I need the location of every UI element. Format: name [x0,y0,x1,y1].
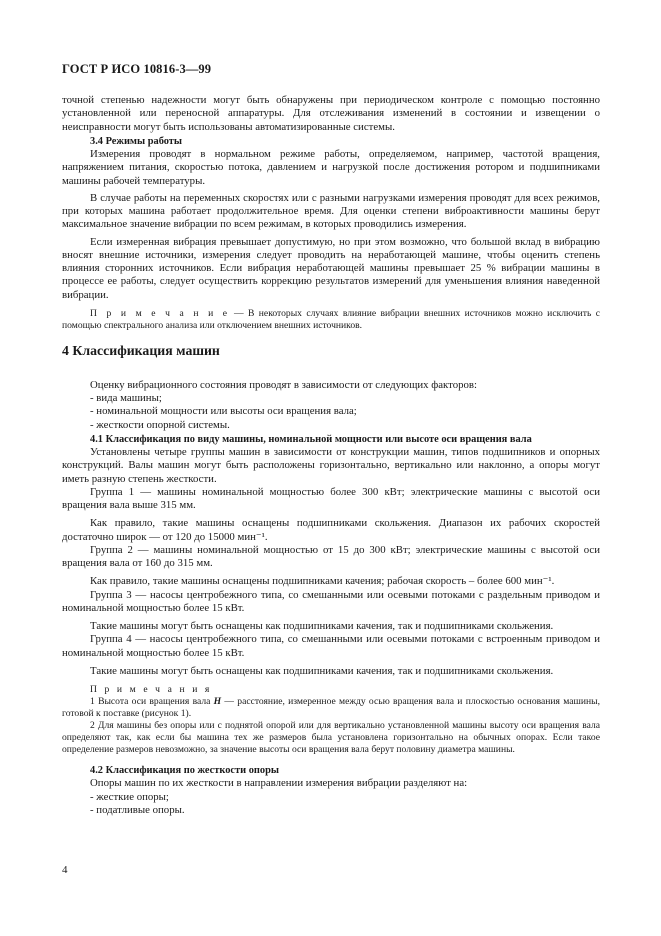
group-2-bearings-paragraph: Как правило, такие машины оснащены подшипниками качения; рабочая скорость – более 600 мин⁻¹. [90,575,555,588]
page-number: 4 [62,864,68,876]
note-1-text-a: 1 Высота оси вращения вала [90,696,214,707]
section-4-1-paragraph-1: Установлены четыре группы машин в зависимости от конструкции машин, типов подшипников и опорных конструкций. Валы машин могут быть расположены горизонтально, вертикально или наклонно, а опоры могут иметь разную степень жесткости. [62,446,600,485]
factor-list-item: - номинальной мощности или высоты оси вращения вала; [90,405,357,418]
note-label: П р и м е ч а н и е [90,307,230,319]
note-text: — В некоторых случаях влияние вибрации внешних источников можно исключить с помощью спектрального анализа или отключением внешних источников. [62,307,600,331]
notes-label: П р и м е ч а н и я [90,684,212,695]
note-1-variable: H [213,696,222,707]
section-4-1-title: 4.1 Классификация по виду машины, номинальной мощности или высоте оси вращения вала [90,433,532,445]
section-4-intro: Оценку вибрационного состояния проводят в зависимости от следующих факторов: [90,378,478,391]
note-2: 2 Для машины без опоры или с поднятой опорой или для вертикально установленной машины высоту оси вращения вала определяют так, как если бы машина тех же размеров была установлена горизонтально на обычных опорах. Если такое определение размеров невозможно, за значение высоты оси вращения вала берут половину диаметра машины. [62,720,600,755]
group-1-paragraph: Группа 1 — машины номинальной мощностью более 300 кВт; электрические машины с высотой оси вращения вала выше 315 мм. [62,485,600,511]
section-3-4-paragraph-1: Измерения проводят в нормальном режиме работы, определяемом, например, частотой вращения, напряжением питания, скоростью потока, давлением и нагрузкой после достижения ротором и подшипниками машины рабочей температуры. [62,148,600,187]
section-3-4-note [62,308,600,332]
page-content [62,94,600,817]
section-3-4-title: 3.4 Режимы работы [90,135,183,147]
section-3-4-paragraph-2: В случае работы на переменных скоростях или с разными нагрузками измерения проводят для всех режимов, при которых машина работает продолжительное время. Для оценки степени виброактивности машины берут максимальное значение вибрации по всем режимам, в которых проводились измерения. [62,191,600,231]
support-list-item: - жесткие опоры; [90,790,169,803]
factor-list-item: - вида машины; [90,392,162,404]
section-4-2-paragraph-1: Опоры машин по их жесткости в направлении измерения вибрации разделяют на: [90,777,468,790]
note-1-text-b: — расстояние, измеренное между осью вращения вала и плоскостью основания машины, готовой к поставке (рисунок 1). [62,696,600,719]
section-3-4-paragraph-3: Если измеренная вибрация превышает допустимую, но при этом возможно, что большой вклад в вибрацию вносят внешние источники, измерения следует проводить на неработающей машине, чтобы оценить степень влияния сторонних источников. Если вибрация неработающей машины превышает 25 % вибрации машины в процессе ее работы, следует осуществить коррекцию результатов измерений для уменьшения влияния наведенной вибрации. [62,235,600,301]
group-3-bearings-paragraph: Такие машины могут быть оснащены как подшипниками качения, так и подшипниками скольжения. [90,620,554,632]
group-1-bearings-paragraph: Как правило, такие машины оснащены подшипниками скольжения. Диапазон их рабочих скоростей достаточно широк — от 120 до 15000 мин⁻¹. [62,517,600,543]
document-header: ГОСТ Р ИСО 10816-3—99 [62,62,212,76]
note-1 [62,696,600,720]
section-4-title: 4 Классификация машин [62,342,220,358]
intro-paragraph: точной степенью надежности могут быть обнаружены при периодическом контроле с помощью постоянно установленной или переносной аппаратуры. Для отслеживания изменений в состоянии и извещении о неисправности могут быть использованы автоматизированные системы. [62,94,600,133]
group-2-paragraph: Группа 2 — машины номинальной мощностью от 15 до 300 кВт; электрические машины с высотой оси вращения вала от 160 до 315 мм. [62,543,600,569]
support-list-item: - податливые опоры. [90,803,185,816]
group-4-bearings-paragraph: Такие машины могут быть оснащены как подшипниками качения, так и подшипниками скольжения. [90,664,554,677]
group-4-paragraph: Группа 4 — насосы центробежного типа, со смешанными или осевыми потоками с встроенным приводом и номинальной мощностью более 15 кВт. [62,633,600,659]
group-3-paragraph: Группа 3 — насосы центробежного типа, со смешанными или осевыми потоками с раздельным приводом и номинальной мощностью более 15 кВт. [62,588,600,614]
section-4-2-title: 4.2 Классификация по жесткости опоры [90,765,279,776]
factor-list-item: - жесткости опорной системы. [90,418,230,431]
